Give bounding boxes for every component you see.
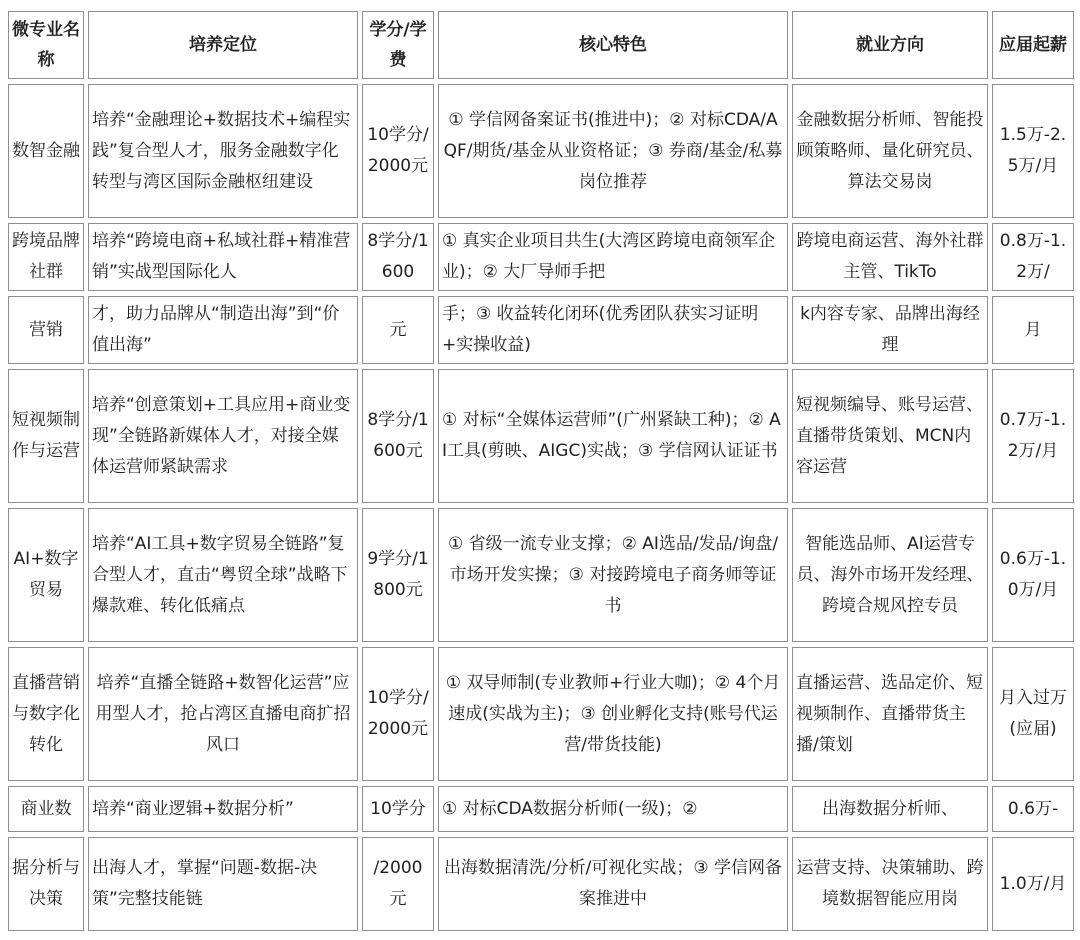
header-cell-name: 微专业名称 xyxy=(8,11,84,79)
table-row xyxy=(8,369,1074,503)
cell-salary: 0.7万-1.2万/月 xyxy=(992,369,1074,503)
cell-credits: /2000元 xyxy=(362,837,434,931)
cell-jobs: 智能选品师、AI运营专员、海外市场开发经理、跨境合规风控专员 xyxy=(792,508,988,642)
cell-position: 培养“创意策划+工具应用+商业变现”全链路新媒体人才，对接全媒体运营师紧缺需求 xyxy=(88,369,358,503)
cell-credits: 10学分/2000元 xyxy=(362,84,434,218)
cell-jobs: 运营支持、决策辅助、跨境数据智能应用岗 xyxy=(792,837,988,931)
cell-features: 手；③ 收益转化闭环(优秀团队获实习证明+实操收益) xyxy=(438,296,788,364)
cell-position: 培养“跨境电商+私域社群+精准营销”实战型国际化人 xyxy=(88,223,358,291)
cell-features: ① 双导师制(专业教师+行业大咖)；② 4个月速成(实战为主)；③ 创业孵化支持(账号代运营/带货技能) xyxy=(438,647,788,781)
cell-name: 直播营销与数字化转化 xyxy=(8,647,84,781)
cell-salary: 月入过万(应届) xyxy=(992,647,1074,781)
cell-salary: 0.6万-1.0万/月 xyxy=(992,508,1074,642)
table-row xyxy=(8,508,1074,642)
cell-salary: 月 xyxy=(992,296,1074,364)
cell-features: ① 学信网备案证书(推进中)；② 对标CDA/AQF/期货/基金从业资格证；③ 券商/基金/私募岗位推荐 xyxy=(438,84,788,218)
cell-credits: 8学分/1600元 xyxy=(362,369,434,503)
cell-features: 出海数据清洗/分析/可视化实战；③ 学信网备案推进中 xyxy=(438,837,788,931)
table-row xyxy=(8,223,1074,291)
cell-features: ① 对标CDA数据分析师(一级)；② xyxy=(438,786,788,832)
header-cell-features: 核心特色 xyxy=(438,11,788,79)
header-cell-position: 培养定位 xyxy=(88,11,358,79)
cell-name: 营销 xyxy=(8,296,84,364)
header-cell-credits: 学分/学费 xyxy=(362,11,434,79)
cell-name: 跨境品牌社群 xyxy=(8,223,84,291)
cell-position: 培养“商业逻辑+数据分析” xyxy=(88,786,358,832)
cell-name: 商业数 xyxy=(8,786,84,832)
cell-position: 培养“直播全链路+数智化运营”应用型人才，抢占湾区直播电商扩招风口 xyxy=(88,647,358,781)
cell-name: 据分析与决策 xyxy=(8,837,84,931)
cell-position: 才，助力品牌从“制造出海”到“价值出海” xyxy=(88,296,358,364)
cell-salary: 1.5万-2.5万/月 xyxy=(992,84,1074,218)
cell-name: AI+数字贸易 xyxy=(8,508,84,642)
cell-name: 数智金融 xyxy=(8,84,84,218)
header-row xyxy=(8,11,1074,79)
cell-features: ① 省级一流专业支撑；② AI选品/发品/询盘/市场开发实操；③ 对接跨境电子商务师等证书 xyxy=(438,508,788,642)
cell-features: ① 真实企业项目共生(大湾区跨境电商领军企业)；② 大厂导师手把 xyxy=(438,223,788,291)
cell-name: 短视频制作与运营 xyxy=(8,369,84,503)
cell-position: 培养“AI工具+数字贸易全链路”复合型人才，直击“粤贸全球”战略下爆款难、转化低痛点 xyxy=(88,508,358,642)
table-row xyxy=(8,647,1074,781)
cell-jobs: 出海数据分析师、 xyxy=(792,786,988,832)
cell-position: 培养“金融理论+数据技术+编程实践”复合型人才，服务金融数字化转型与湾区国际金融枢纽建设 xyxy=(88,84,358,218)
cell-credits: 9学分/1800元 xyxy=(362,508,434,642)
header-cell-jobs: 就业方向 xyxy=(792,11,988,79)
cell-features: ① 对标“全媒体运营师”(广州紧缺工种)；② AI工具(剪映、AIGC)实战；③ 学信网认证证书 xyxy=(438,369,788,503)
cell-salary: 0.8万-1.2万/ xyxy=(992,223,1074,291)
header-cell-salary: 应届起薪 xyxy=(992,11,1074,79)
cell-position: 出海人才，掌握“问题-数据-决策”完整技能链 xyxy=(88,837,358,931)
cell-jobs: 金融数据分析师、智能投顾策略师、量化研究员、算法交易岗 xyxy=(792,84,988,218)
table-row xyxy=(8,84,1074,218)
cell-jobs: k内容专家、品牌出海经理 xyxy=(792,296,988,364)
cell-credits: 10学分 xyxy=(362,786,434,832)
cell-jobs: 短视频编导、账号运营、直播带货策划、MCN内容运营 xyxy=(792,369,988,503)
cell-credits: 8学分/1600 xyxy=(362,223,434,291)
cell-salary: 0.6万- xyxy=(992,786,1074,832)
cell-jobs: 直播运营、选品定价、短视频制作、直播带货主播/策划 xyxy=(792,647,988,781)
cell-jobs: 跨境电商运营、海外社群主管、TikTo xyxy=(792,223,988,291)
table-row xyxy=(8,786,1074,832)
cell-salary: 1.0万/月 xyxy=(992,837,1074,931)
cell-credits: 元 xyxy=(362,296,434,364)
table-row xyxy=(8,837,1074,931)
micro-major-table xyxy=(4,6,1078,936)
table-row xyxy=(8,296,1074,364)
cell-credits: 10学分/2000元 xyxy=(362,647,434,781)
